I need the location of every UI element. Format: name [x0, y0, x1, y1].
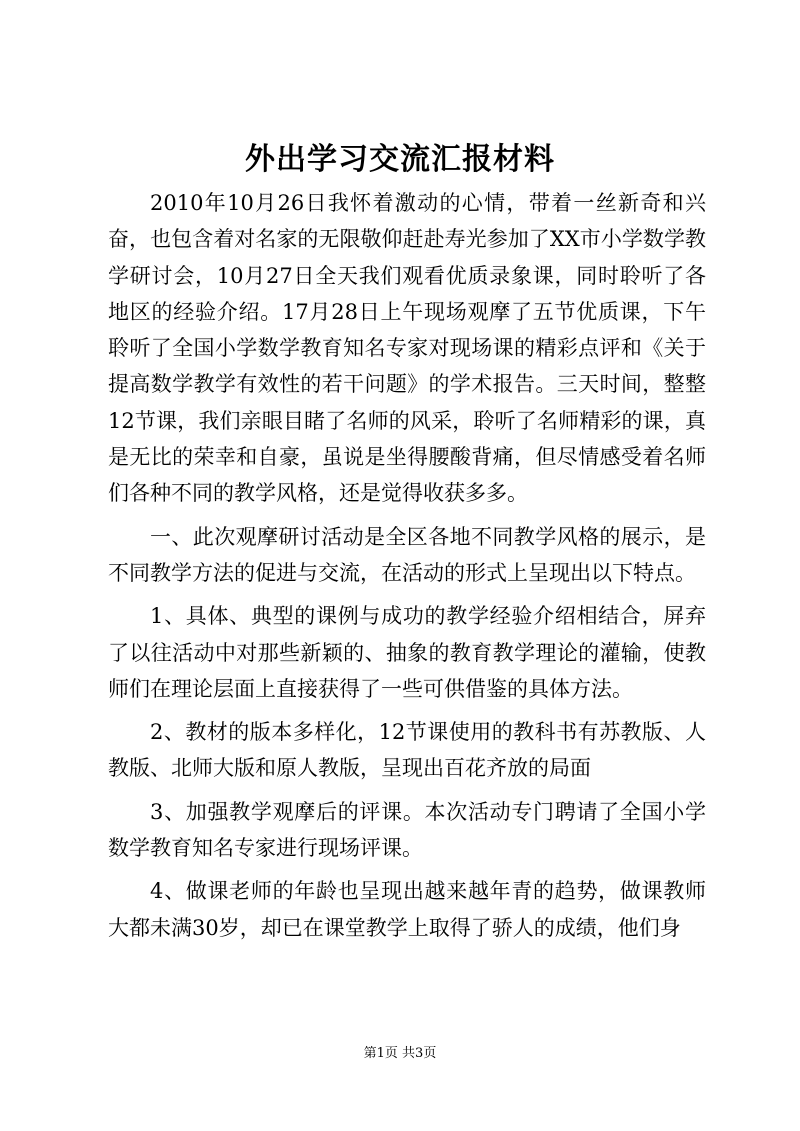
paragraph-point-4: 4、做课老师的年龄也呈现出越来越年青的趋势，做课教师大都未满30岁，却已在课堂教学上取得了骄人的成绩，他们身	[108, 879, 706, 940]
paragraph-section-one: 一、此次观摩研讨活动是全区各地不同教学风格的展示，是不同教学方法的促进与交流，在活动的形式上呈现出以下特点。	[108, 524, 706, 585]
paragraph-point-3: 3、加强教学观摩后的评课。本次活动专门聘请了全国小学数学教育知名专家进行现场评课。	[108, 799, 706, 861]
paragraph-point-2: 2、教材的版本多样化，12节课使用的教科书有苏教版、人教版、北师大版和原人教版，呈现出百花齐放的局面	[108, 720, 706, 781]
paragraph-point-1: 1、具体、典型的课例与成功的教学经验介绍相结合，屏弃了以往活动中对那些新颖的、抽象的教育教学理论的灌输，使教师们在理论层面上直接获得了一些可供借鉴的具体方法。	[108, 604, 706, 701]
paragraph-intro: 2010年10月26日我怀着激动的心情，带着一丝新奇和兴奋，也包含着对名家的无限敬仰赶赴寿光参加了XX市小学数学教学研讨会，10月27日全天我们观看优质录象课，同时聆听了各地区的经验介绍。17月28日上午现场观摩了五节优质课，下午聆听了全国小学数学教育知名专家对现场课的精彩点评和《关于提高数学教学有效性的若干问题》的学术报告。三天时间，整整12节课，我们亲眼目睹了名师的风采，聆听了名师精彩的课，真是无比的荣幸和自豪，虽说是坐得腰酸背痛，但尽情感受着名师们各种不同的教学风格，还是觉得收获多多。	[108, 191, 706, 506]
page-title: 外出学习交流汇报材料	[245, 142, 555, 177]
page-footer: 第1页 共3页	[363, 1046, 437, 1061]
document-body	[108, 185, 706, 946]
